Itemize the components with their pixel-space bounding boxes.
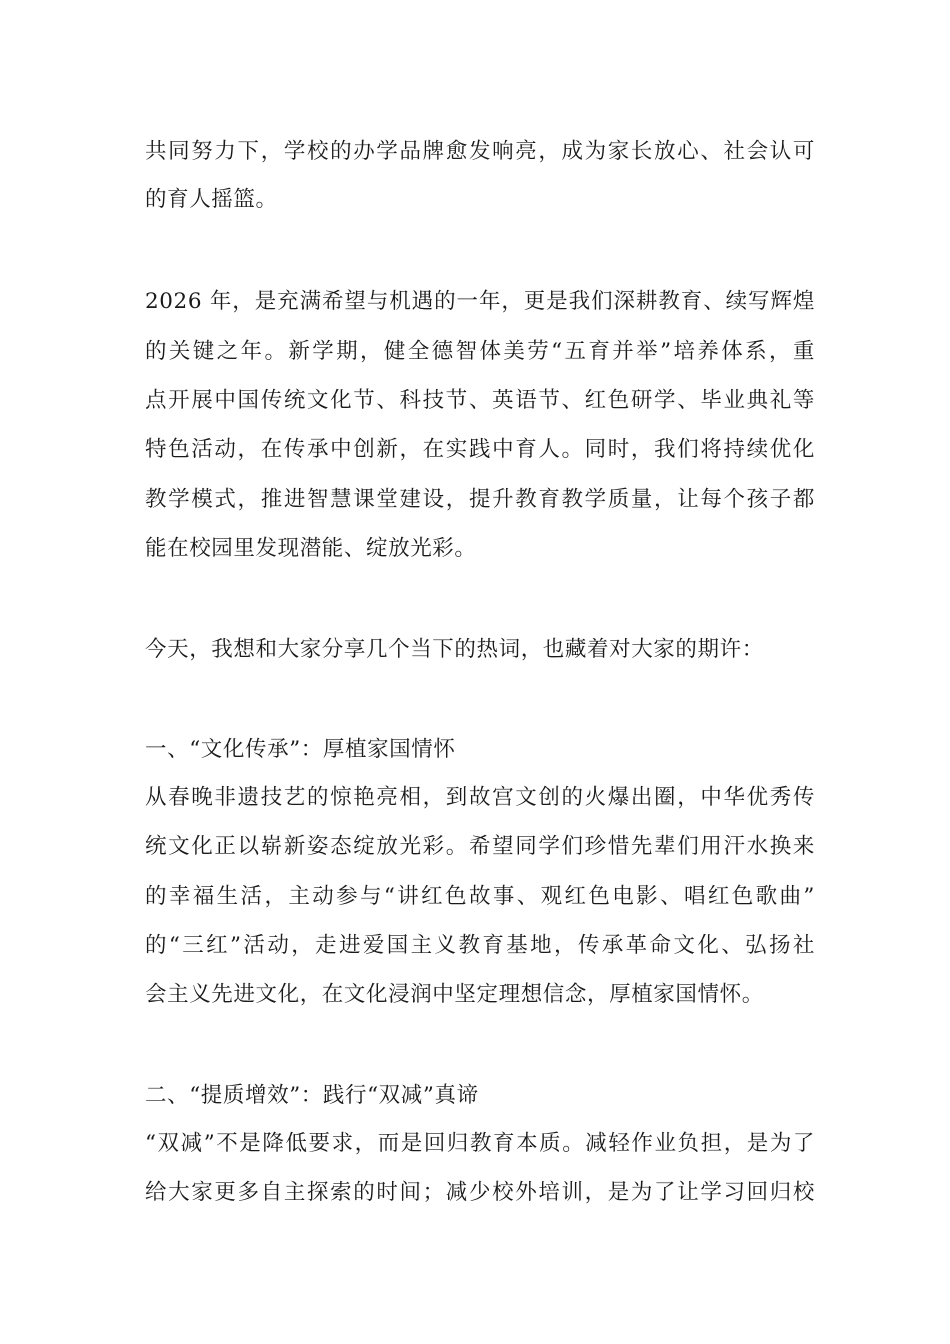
section-1-line-5: 会主义先进文化，在文化浸润中坚定理想信念，厚植家国情怀。 [145, 982, 764, 1007]
paragraph-2-line-5: 教学模式，推进智慧课堂建设，提升教育教学质量，让每个孩子都 [145, 487, 815, 512]
paragraph-2-line-4: 特色活动，在传承中创新，在实践中育人。同时，我们将持续优化 [145, 437, 815, 462]
section-2-line-1: “双减”不是降低要求，而是回归教育本质。减轻作业负担，是为了 [145, 1131, 815, 1156]
section-1-line-1: 从春晚非遗技艺的惊艳亮相，到故宫文创的火爆出圈，中华优秀传 [145, 785, 815, 810]
section-1-heading: 一、“文化传承”：厚植家国情怀 [145, 737, 456, 762]
paragraph-1-line-2: 的育人摇篮。 [145, 187, 278, 212]
section-2-line-2: 给大家更多自主探索的时间；减少校外培训，是为了让学习回归校 [145, 1180, 815, 1205]
section-2-heading: 二、“提质增效”：践行“双减”真谛 [145, 1083, 479, 1108]
paragraph-2-line-6: 能在校园里发现潜能、绽放光彩。 [145, 536, 477, 561]
section-1-line-2: 统文化正以崭新姿态绽放光彩。希望同学们珍惜先辈们用汗水换来 [145, 834, 815, 859]
section-1-line-3: 的幸福生活，主动参与“讲红色故事、观红色电影、唱红色歌曲” [145, 884, 815, 909]
paragraph-3-line-1: 今天，我想和大家分享几个当下的热词，也藏着对大家的期许： [145, 637, 764, 662]
paragraph-1-line-1: 共同努力下，学校的办学品牌愈发响亮，成为家长放心、社会认可 [145, 139, 815, 164]
section-1-line-4: 的“三红”活动，走进爱国主义教育基地，传承革命文化、弘扬社 [145, 933, 815, 958]
paragraph-2-line-3: 点开展中国传统文化节、科技节、英语节、红色研学、毕业典礼等 [145, 388, 815, 413]
paragraph-2-line-1: 2026 年，是充满希望与机遇的一年，更是我们深耕教育、续写辉煌 [145, 289, 815, 314]
paragraph-2-line-2: 的关键之年。新学期，健全德智体美劳“五育并举”培养体系，重 [145, 339, 815, 364]
